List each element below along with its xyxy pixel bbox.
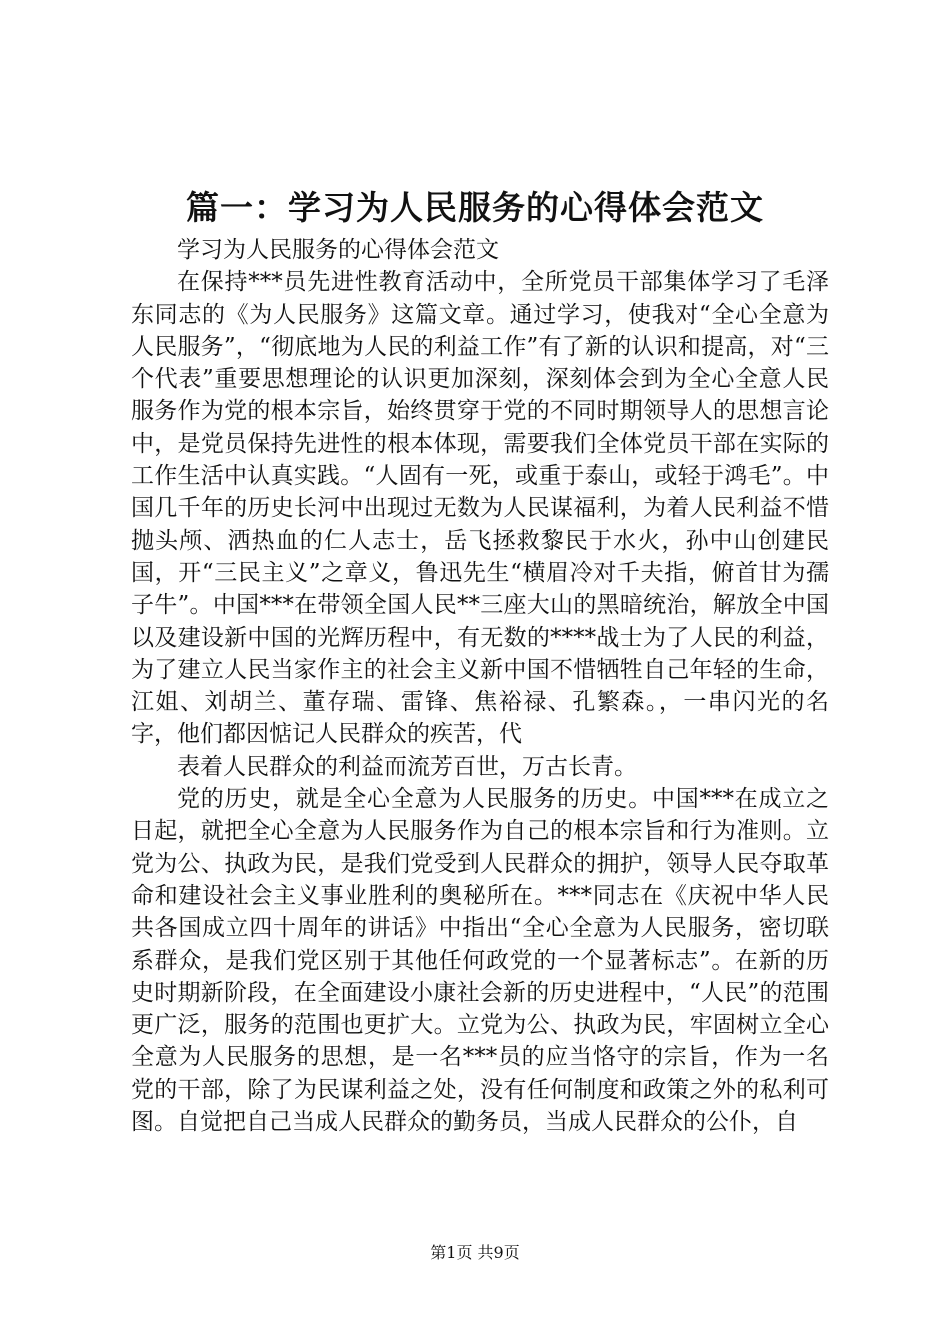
page-number-footer: 第1页 共9页 — [430, 1243, 520, 1262]
document-body — [131, 234, 829, 1138]
paragraph-subtitle: 学习为人民服务的心得体会范文 — [177, 237, 499, 263]
document-title: 篇一：学习为人民服务的心得体会范文 — [186, 188, 764, 227]
paragraph: 党的历史，就是全心全意为人民服务的历史。中国***在成立之日起，就把全心全意为人民服务作为自己的根本宗旨和行为准则。立党为公、执政为民，是我们党受到人民群众的拥护，领导人民夺取革命和建设社会主义事业胜利的奥秘所在。***同志在《庆祝中华人民共各国成立四十周年的讲话》中指出“全心全意为人民服务，密切联系群众，是我们党区别于其他任何政党的一个显著标志”。在新的历史时期新阶段，在全面建设小康社会新的历史进程中，“人民”的范围更广泛，服务的范围也更扩大。立党为公、执政为民，牢固树立全心全意为人民服务的思想，是一名***员的应当恪守的宗旨，作为一名党的干部，除了为民谋利益之处，没有任何制度和政策之外的私利可图。自觉把自己当成人民群众的勤务员，当成人民群众的公仆，自 — [131, 786, 829, 1136]
paragraph: 表着人民群众的利益而流芳百世，万古长青。 — [177, 753, 637, 780]
paragraph: 在保持***员先进性教育活动中，全所党员干部集体学习了毛泽东同志的《为人民服务》这篇文章。通过学习，使我对“全心全意为人民服务”，“彻底地为人民的利益工作”有了新的认识和提高，对“三个代表”重要思想理论的认识更加深刻，深刻体会到为全心全意人民服务作为党的根本宗旨，始终贯穿于党的不同时期领导人的思想言论中，是党员保持先进性的根本体现，需要我们全体党员干部在实际的工作生活中认真实践。“人固有一死，或重于泰山，或轻于鸿毛”。中国几千年的历史长河中出现过无数为人民谋福利，为着人民利益不惜抛头颅、洒热血的仁人志士，岳飞拯救黎民于水火，孙中山创建民国，开“三民主义”之章义，鲁迅先生“横眉冷对千夫指，俯首甘为孺子牛”。中国***在带领全国人民**三座大山的黑暗统治，解放全中国以及建设新中国的光辉历程中，有无数的****战士为了人民的利益，为了建立人民当家作主的社会主义新中国不惜牺牲自己年轻的生命，江姐、刘胡兰、董存瑞、雷锋、焦裕禄、孔繁森。，一串闪光的名字，他们都因惦记人民群众的疾苦，代 — [131, 269, 829, 748]
